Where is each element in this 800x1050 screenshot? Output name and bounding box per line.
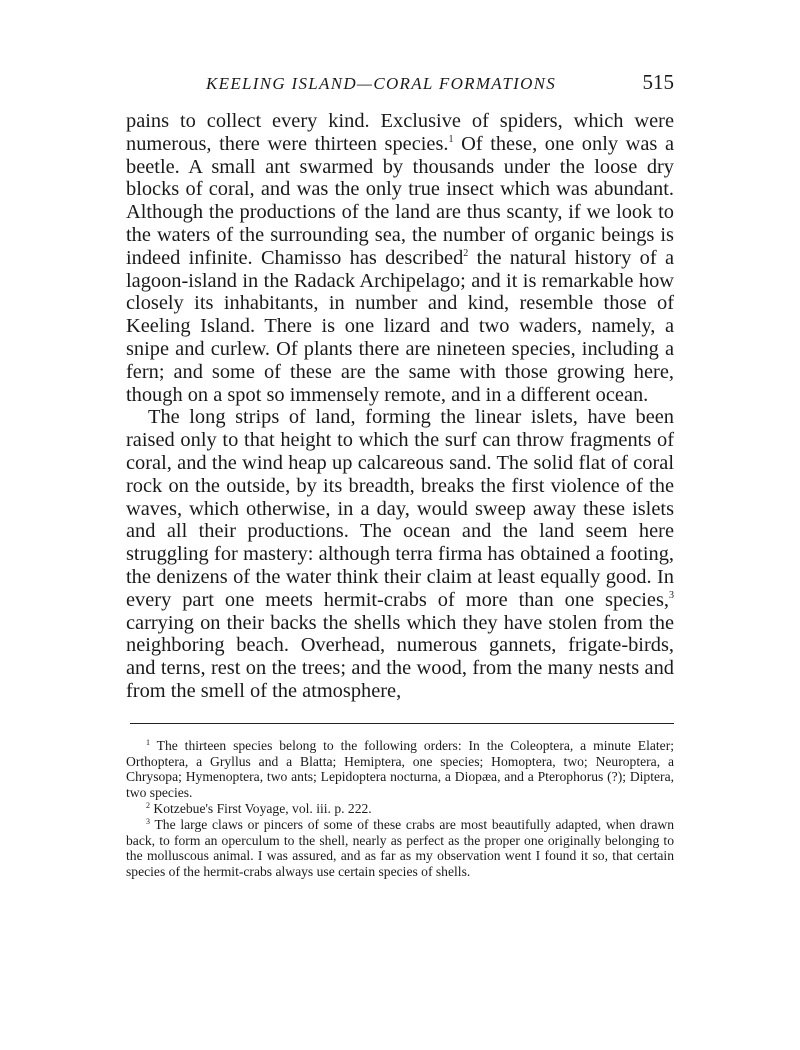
- running-title: KEELING ISLAND—CORAL FORMATIONS: [206, 74, 557, 93]
- footnote-mark: 3: [146, 816, 150, 826]
- footnote-2: [126, 801, 674, 817]
- footnote-ref-3: 3: [669, 589, 674, 601]
- footnote-3: [126, 817, 674, 880]
- page-number: 515: [642, 70, 674, 94]
- footnote-mark: 1: [146, 737, 150, 747]
- text-run: The long strips of land, forming the linear islets, have been raised only to that height to which the surf can throw fragments of coral, and the wind heap up calcareous sand. The solid flat of coral rock on the outside, by its breadth, breaks the first violence of the waves, which otherwise, in a day, would sweep away these islets and all their productions. The ocean and the land seem here struggling for mastery: although terra firma has obtained a footing, the denizens of the water think their claim at least equally good. In every part one meets hermit-crabs of more than one species,: [126, 406, 674, 611]
- footnotes: [126, 738, 674, 880]
- footnote-text: The thirteen species belong to the following orders: In the Coleoptera, a minute Elater; Orthoptera, a Gryllus and a Blatta; Hemiptera, one species; Homoptera, two; Neuroptera, a Chrysopa; Hymenoptera, two ants; Lepidoptera nocturna, a Diopæa, and a Pterophorus (?); Diptera, two species.: [126, 737, 674, 801]
- footnote-text: Kotzebue's First Voyage, vol. iii. p. 222.: [150, 800, 372, 816]
- text-run: the natural history of a lagoon-island in the Radack Archipelago; and it is remarkable how closely its inhabitants, in number and kind, resemble those of Keeling Island. There is one lizard and two waders, namely, a snipe and curlew. Of plants there are nineteen species, including a fern; and some of these are the same with those growing here, though on a spot so immensely remote, and in a different ocean.: [126, 246, 674, 406]
- paragraph-2: [126, 406, 674, 702]
- text-run: Of these, one only was a beetle. A small ant swarmed by thousands under the loose dry blocks of coral, and was the only true insect which was abundant. Although the productions of the land are thus scanty, if we look to the waters of the surrounding sea, the number of organic beings is indeed infinite. Chamisso has described: [126, 132, 674, 269]
- text-run: carrying on their backs the shells which they have stolen from the neighboring beach. Overhead, numerous gannets, frigate-birds, and terns, rest on the trees; and the wood, from the many nests and from the smell of the atmosphere,: [126, 611, 674, 702]
- paragraph-1: [126, 110, 674, 406]
- footnote-ref-1: 1: [448, 133, 454, 145]
- footnote-text: The large claws or pincers of some of these crabs are most beautifully adapted, when drawn back, to form an operculum to the shell, nearly as perfect as the proper one originally belonging to the molluscous animal. I was assured, and as far as my observation went I found it so, that certain species of the hermit-crabs always use certain species of shells.: [126, 816, 674, 880]
- body-text: [126, 110, 674, 703]
- footnote-mark: 2: [146, 800, 150, 810]
- book-page: [126, 70, 674, 880]
- footnote-1: [126, 738, 674, 801]
- page-header: [126, 70, 674, 110]
- footnote-divider: [130, 723, 674, 724]
- text-run: pains to collect every kind. Exclusive of spiders, which were numerous, there were thirteen species.: [126, 110, 674, 155]
- footnote-ref-2: 2: [463, 247, 469, 259]
